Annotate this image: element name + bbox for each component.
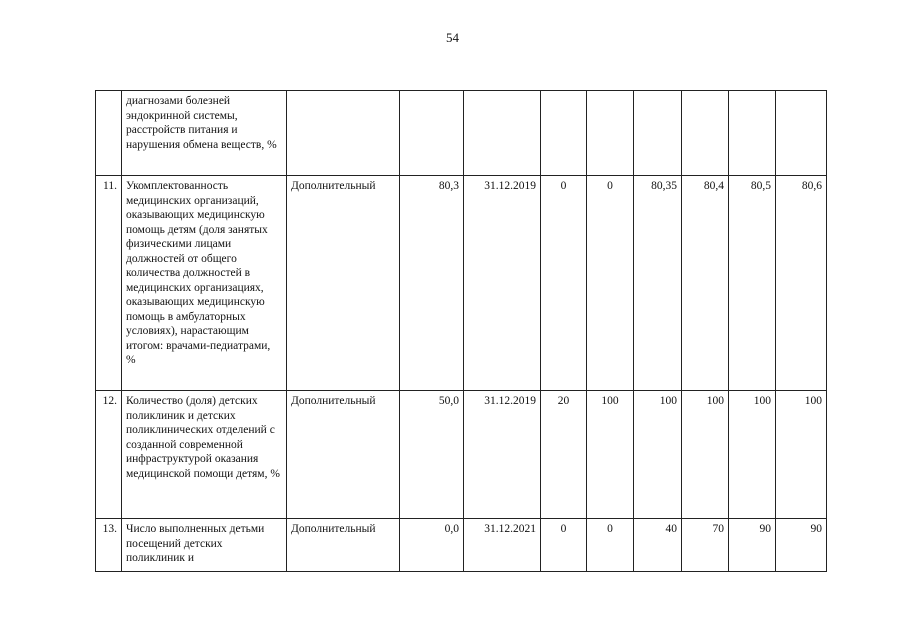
indicator-type: Дополнительный bbox=[287, 391, 400, 519]
value-year-1: 0 bbox=[541, 519, 587, 572]
base-value: 80,3 bbox=[400, 176, 464, 391]
value-year-1: 0 bbox=[541, 176, 587, 391]
page-number: 54 bbox=[446, 30, 459, 45]
indicator-type: Дополнительный bbox=[287, 519, 400, 572]
value-year-2: 0 bbox=[587, 176, 634, 391]
value-year-6: 80,6 bbox=[776, 176, 827, 391]
value-year-2 bbox=[587, 91, 634, 176]
base-date: 31.12.2021 bbox=[464, 519, 541, 572]
indicator-type bbox=[287, 91, 400, 176]
indicators-table bbox=[95, 90, 827, 572]
table-row bbox=[96, 519, 827, 572]
indicator-name: Укомплектованность медицинских организаций, оказывающих медицинскую помощь детям (доля занятых физическими лицами должностей от общего количества должностей в медицинских организациях, оказывающих медицинскую помощь в амбулаторных условиях), нарастающим итогом: врачами-педиатрами, % bbox=[122, 176, 287, 391]
base-date: 31.12.2019 bbox=[464, 391, 541, 519]
value-year-3 bbox=[634, 91, 682, 176]
value-year-6: 100 bbox=[776, 391, 827, 519]
table-row bbox=[96, 391, 827, 519]
indicator-name: Количество (доля) детских поликлиник и детских поликлинических отделений с созданной современной инфраструктурой оказания медицинской помощи детям, % bbox=[122, 391, 287, 519]
value-year-4 bbox=[682, 91, 729, 176]
value-year-5: 100 bbox=[729, 391, 776, 519]
base-value: 50,0 bbox=[400, 391, 464, 519]
table-row bbox=[96, 176, 827, 391]
value-year-3: 40 bbox=[634, 519, 682, 572]
value-year-5 bbox=[729, 91, 776, 176]
row-number bbox=[96, 91, 122, 176]
indicator-name: Число выполненных детьми посещений детских поликлиник и bbox=[122, 519, 287, 572]
base-date: 31.12.2019 bbox=[464, 176, 541, 391]
row-number: 11. bbox=[96, 176, 122, 391]
value-year-2: 100 bbox=[587, 391, 634, 519]
value-year-5: 90 bbox=[729, 519, 776, 572]
value-year-1: 20 bbox=[541, 391, 587, 519]
base-date bbox=[464, 91, 541, 176]
table-row bbox=[96, 91, 827, 176]
indicator-type: Дополнительный bbox=[287, 176, 400, 391]
value-year-1 bbox=[541, 91, 587, 176]
value-year-4: 100 bbox=[682, 391, 729, 519]
base-value: 0,0 bbox=[400, 519, 464, 572]
value-year-4: 80,4 bbox=[682, 176, 729, 391]
value-year-5: 80,5 bbox=[729, 176, 776, 391]
value-year-6 bbox=[776, 91, 827, 176]
value-year-2: 0 bbox=[587, 519, 634, 572]
value-year-6: 90 bbox=[776, 519, 827, 572]
row-number: 13. bbox=[96, 519, 122, 572]
value-year-4: 70 bbox=[682, 519, 729, 572]
indicator-name: диагнозами болезней эндокринной системы, расстройств питания и нарушения обмена веществ, % bbox=[122, 91, 287, 176]
value-year-3: 80,35 bbox=[634, 176, 682, 391]
value-year-3: 100 bbox=[634, 391, 682, 519]
row-number: 12. bbox=[96, 391, 122, 519]
base-value bbox=[400, 91, 464, 176]
